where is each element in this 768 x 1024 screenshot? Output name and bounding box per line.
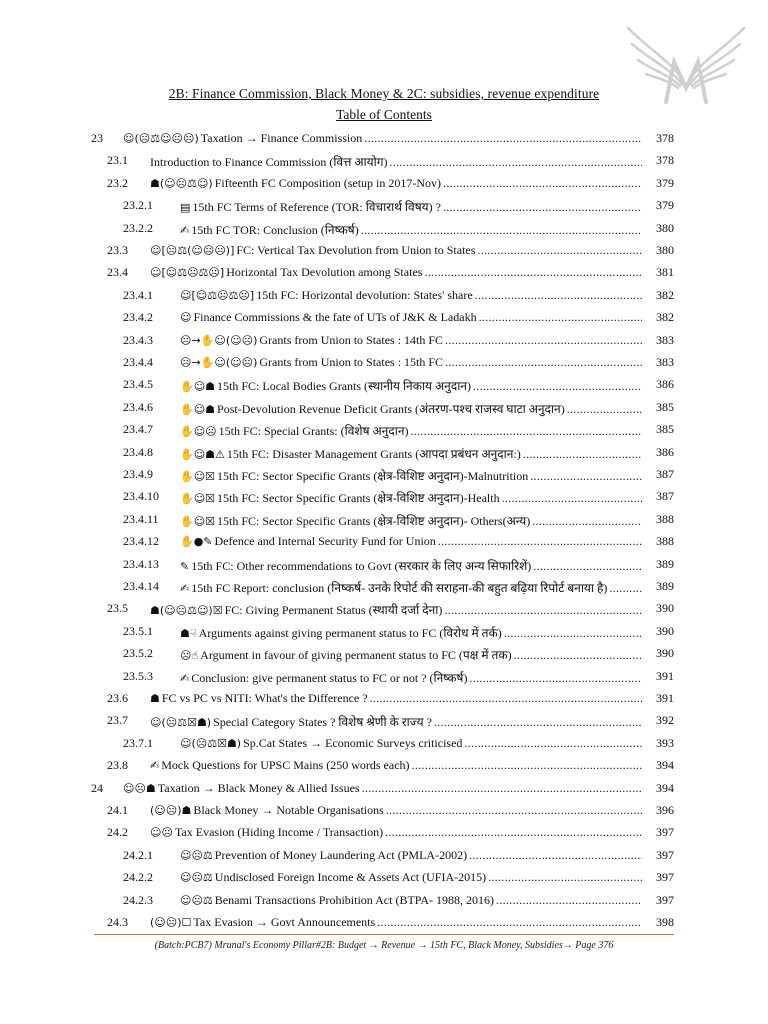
emoji-icon-group: ✍ bbox=[180, 671, 190, 685]
toc-entry-title-line bbox=[180, 870, 674, 885]
toc-entry-title-line bbox=[180, 579, 674, 596]
toc-entry-title-line bbox=[180, 534, 674, 549]
toc-entry-label: 15th FC: Sector Specific Grants (क्षेत्र-विशिष्ट अनुदान)- Others(अन्य) bbox=[217, 513, 531, 528]
toc-entry-page-number: 382 bbox=[644, 288, 674, 303]
toc-entry-page-number: 394 bbox=[644, 758, 674, 773]
toc-entry-title-line bbox=[180, 893, 674, 908]
toc-entry-label: Black Money → Notable Organisations bbox=[193, 803, 384, 817]
toc-entry-number: 23.4.14 bbox=[123, 579, 159, 593]
footer-divider bbox=[94, 934, 674, 935]
dot-leader bbox=[532, 514, 642, 529]
toc-entry-title-line bbox=[180, 333, 674, 348]
toc-entry-title-line bbox=[180, 467, 674, 484]
emoji-icon-group: ☺[☹⚖(☺☹☹)] bbox=[150, 244, 235, 257]
toc-entry-title-line bbox=[123, 131, 674, 146]
emoji-icon-group: ☹→✋☺(☺☹) bbox=[180, 356, 258, 369]
toc-entry-number: 23.5.3 bbox=[123, 668, 153, 683]
toc-entry-page-number: 394 bbox=[644, 781, 674, 796]
dot-leader bbox=[469, 671, 642, 686]
emoji-icon-group: ▤ bbox=[180, 201, 191, 215]
toc-entry-number: 23.4.8 bbox=[123, 444, 153, 459]
toc-entry-page-number: 392 bbox=[644, 713, 674, 728]
dot-leader bbox=[473, 379, 642, 394]
toc-entry[interactable] bbox=[0, 576, 768, 598]
toc-entry-label: Tax Evasion → Govt Announcements bbox=[193, 915, 376, 929]
toc-entry-number: 23.5.2 bbox=[123, 646, 153, 661]
dot-leader bbox=[362, 781, 642, 796]
toc-entry-title-line bbox=[150, 601, 674, 618]
toc-entry-title-line bbox=[180, 221, 674, 238]
toc-entry-label: Arguments against giving permanent status to FC (विरोध में तर्क) bbox=[198, 625, 502, 640]
toc-entry-number: 23.4.12 bbox=[123, 534, 159, 549]
toc-entry-label: FC vs PC vs NITI: What's the Difference ? bbox=[161, 691, 368, 705]
toc-entry-label: Conclusion: give permanent status to FC or not ? (निष्कर्ष) bbox=[191, 670, 468, 685]
toc-entry-title-line bbox=[180, 377, 674, 394]
toc-entry-title-line bbox=[180, 400, 674, 417]
toc-entry-page-number: 390 bbox=[644, 624, 674, 639]
toc-entry-label: 15th FC: Local Bodies Grants (स्थानीय निकाय अनुदान) bbox=[217, 379, 471, 394]
emoji-icon-group: ✋☺☹ bbox=[180, 425, 217, 439]
emoji-icon-group: ☺ bbox=[180, 311, 192, 325]
toc-entry[interactable] bbox=[0, 307, 768, 329]
toc-entry-page-number: 385 bbox=[644, 400, 674, 415]
toc-entry-number: 23.8 bbox=[107, 758, 128, 773]
emoji-icon-group: ☗(☺☹⚖☺)☒ bbox=[150, 604, 223, 618]
toc-entry-label: Tax Evasion (Hiding Income / Transaction) bbox=[174, 825, 384, 840]
toc-entry[interactable] bbox=[0, 867, 768, 889]
toc-entry-number: 23.4.13 bbox=[123, 556, 159, 571]
toc-entry-number: 24.2.3 bbox=[123, 892, 153, 907]
emoji-icon-group: ☗(☺☹⚖☺) bbox=[150, 176, 213, 190]
toc-entry-page-number: 379 bbox=[644, 198, 674, 213]
toc-entry-number: 23.4.10 bbox=[123, 489, 159, 504]
toc-entry-number: 23.4.3 bbox=[123, 332, 153, 347]
toc-entry-label: Defence and Internal Security Fund for Union bbox=[214, 534, 436, 549]
toc-entry-title-line bbox=[180, 736, 674, 751]
toc-entry-label: 15th FC: Disaster Management Grants (आपदा प्रबंधन अनुदान:) bbox=[226, 446, 521, 461]
dot-leader bbox=[445, 333, 642, 348]
toc-entry-number: 23.2.2 bbox=[123, 220, 153, 235]
toc-entry-number: 24.2.2 bbox=[123, 870, 153, 885]
toc-heading: Table of Contents bbox=[336, 107, 432, 122]
emoji-icon-group: ✋☺☒ bbox=[180, 470, 216, 483]
toc-entry-title-line bbox=[150, 758, 674, 773]
toc-entry-page-number: 389 bbox=[644, 557, 674, 572]
dot-leader bbox=[443, 176, 642, 191]
toc-entry[interactable] bbox=[0, 509, 768, 531]
toc-entry-page-number: 398 bbox=[644, 915, 674, 930]
dot-leader bbox=[488, 870, 642, 885]
emoji-icon-group: ☹☝ bbox=[180, 649, 199, 663]
toc-entry-label: Argument in favour of giving permanent status to FC (पक्ष में तक) bbox=[200, 648, 512, 663]
toc-entry[interactable] bbox=[0, 822, 768, 844]
toc-entry-number: 23.4.4 bbox=[123, 355, 153, 369]
toc-entry-label: 15th FC: Sector Specific Grants (क्षेत्र-विशिष्ट अनुदान)-Malnutrition bbox=[217, 469, 529, 483]
toc-entry-number: 23.4 bbox=[107, 265, 128, 280]
emoji-icon-group: (☺☹)☗ bbox=[150, 804, 192, 817]
toc-entry-number: 23.7 bbox=[107, 713, 128, 728]
toc-entry-number: 23.4.9 bbox=[123, 467, 153, 481]
emoji-icon-group: ☹→✋☺(☺☹) bbox=[180, 333, 258, 347]
toc-entry-label: Post-Devolution Revenue Deficit Grants (अंतरण-पश्च राजस्व घाटा अनुदान) bbox=[217, 401, 565, 416]
toc-entry-label: 15th FC: Horizontal devolution: States' share bbox=[256, 287, 473, 302]
emoji-icon-group: ✋☺☗⚠ bbox=[180, 447, 225, 461]
toc-entry[interactable] bbox=[0, 778, 768, 800]
toc-entry-label: Horizontal Tax Devolution among States bbox=[226, 265, 423, 280]
dot-leader bbox=[514, 648, 642, 663]
toc-entry-number: 24.1 bbox=[107, 803, 128, 817]
toc-entry[interactable] bbox=[0, 262, 768, 284]
toc-entry-number: 23.4.2 bbox=[123, 310, 153, 325]
emoji-icon-group: ☺(☹⚖☒☗) bbox=[180, 736, 242, 750]
toc-entry[interactable] bbox=[0, 688, 768, 710]
emoji-icon-group: ☺☹ bbox=[150, 826, 173, 840]
toc-entry-number: 24.2 bbox=[107, 825, 128, 840]
dot-leader bbox=[385, 825, 642, 840]
dot-leader bbox=[464, 736, 642, 751]
toc-entry[interactable] bbox=[0, 330, 768, 352]
emoji-icon-group: ✍ bbox=[180, 223, 190, 237]
dot-leader bbox=[479, 310, 642, 325]
toc-entry-page-number: 378 bbox=[644, 153, 674, 168]
dot-leader bbox=[424, 265, 642, 280]
dot-leader bbox=[377, 915, 642, 930]
toc-entry-page-number: 388 bbox=[644, 512, 674, 527]
toc-entry[interactable] bbox=[0, 397, 768, 419]
toc-entry-label: FC: Giving Permanent Status (स्थायी दर्जा देना) bbox=[224, 603, 443, 618]
toc-entry-page-number: 397 bbox=[644, 825, 674, 840]
toc-entry-number: 23.1 bbox=[107, 153, 128, 168]
toc-entry[interactable] bbox=[0, 666, 768, 688]
toc-entry[interactable] bbox=[0, 733, 768, 755]
toc-entry-page-number: 390 bbox=[644, 601, 674, 616]
toc-entry-title-line bbox=[180, 646, 674, 663]
toc-entry-title-line bbox=[180, 355, 674, 370]
toc-entry-number: 23.3 bbox=[107, 243, 128, 257]
toc-entry-label: Taxation → Finance Commission bbox=[200, 131, 363, 145]
toc-entry-label: 15th FC: Special Grants: (विशेष अनुदान) bbox=[218, 424, 409, 439]
toc-entry-label: Prevention of Money Laundering Act (PMLA-2002) bbox=[214, 847, 468, 862]
toc-entry[interactable] bbox=[0, 755, 768, 777]
toc-entry-page-number: 386 bbox=[644, 445, 674, 460]
emoji-icon-group: ✋☺☗ bbox=[180, 380, 216, 394]
emoji-icon-group: ✋●✎ bbox=[180, 535, 213, 549]
toc-entry-title-line bbox=[150, 691, 674, 706]
toc-entry-label: Finance Commissions & the fate of UTs of J&K & Ladakh bbox=[193, 310, 477, 325]
toc-entry-page-number: 386 bbox=[644, 377, 674, 392]
toc-entry-title-line bbox=[150, 803, 674, 818]
toc-entry-title-line bbox=[180, 557, 674, 574]
toc-entry[interactable] bbox=[0, 442, 768, 464]
toc-entry-label: Sp.Cat States → Economic Surveys criticised bbox=[243, 735, 463, 750]
toc-entry-number: 23.4.6 bbox=[123, 399, 153, 414]
toc-entry[interactable] bbox=[0, 845, 768, 867]
toc-entry-label: Mock Questions for UPSC Mains (250 words each) bbox=[161, 758, 410, 773]
toc-entry[interactable] bbox=[0, 352, 768, 374]
dot-leader bbox=[609, 581, 642, 596]
toc-entry-label: Benami Transactions Prohibition Act (BTPA- 1988, 2016) bbox=[214, 892, 495, 907]
toc-entry-page-number: 391 bbox=[644, 691, 674, 706]
toc-entry-title-line bbox=[180, 445, 674, 462]
toc-entry-number: 23.4.1 bbox=[123, 287, 153, 302]
dot-leader bbox=[523, 447, 642, 462]
toc-entry-title-line bbox=[180, 848, 674, 863]
toc-entry-title-line bbox=[180, 489, 674, 506]
toc-entry-label: 15th FC TOR: Conclusion (निष्कर्ष) bbox=[191, 222, 359, 237]
toc-entry[interactable] bbox=[0, 531, 768, 553]
toc-entry-page-number: 383 bbox=[644, 355, 674, 370]
toc-entry-page-number: 397 bbox=[644, 870, 674, 885]
toc-entry[interactable] bbox=[0, 285, 768, 307]
emoji-icon-group: ☺[☺⚖☹⚖☹] bbox=[150, 266, 225, 280]
dot-leader bbox=[445, 355, 642, 370]
dot-leader bbox=[386, 803, 642, 818]
toc-entry[interactable] bbox=[0, 554, 768, 576]
toc-entry-number: 23.4.11 bbox=[123, 511, 159, 526]
toc-entry-label: FC: Vertical Tax Devolution from Union to States bbox=[236, 243, 476, 257]
toc-entry-page-number: 393 bbox=[644, 736, 674, 751]
dot-leader bbox=[410, 424, 642, 439]
dot-leader bbox=[438, 534, 642, 549]
dot-leader bbox=[533, 559, 642, 574]
toc-entry-number: 23.5 bbox=[107, 601, 128, 616]
toc-entry-page-number: 389 bbox=[644, 579, 674, 594]
toc-entry-page-number: 383 bbox=[644, 333, 674, 348]
page-footer: (Batch:PCB7) Mrunal's Economy Pillar#2B: Budget → Revenue → 15th FC, Black Money, Subsidies→ Page 376 bbox=[154, 940, 614, 951]
emoji-icon-group: ☺☹☗ bbox=[123, 781, 156, 795]
toc-entry[interactable] bbox=[0, 912, 768, 934]
toc-entry[interactable] bbox=[0, 800, 768, 822]
dot-leader bbox=[370, 691, 642, 706]
toc-entry-number: 24.3 bbox=[107, 915, 128, 929]
toc-entry-page-number: 397 bbox=[644, 893, 674, 908]
toc-entry[interactable] bbox=[0, 195, 768, 217]
toc-entry-page-number: 381 bbox=[644, 265, 674, 280]
emoji-icon-group: ✎ bbox=[180, 559, 190, 573]
toc-entry-page-number: 391 bbox=[644, 669, 674, 684]
toc-entry-label: Taxation → Black Money & Allied Issues bbox=[157, 780, 360, 795]
toc-entry-page-number: 385 bbox=[644, 422, 674, 437]
toc-entry[interactable] bbox=[0, 890, 768, 912]
emoji-icon-group: ☺☹⚖ bbox=[180, 893, 213, 907]
toc-entry-number: 23.4.7 bbox=[123, 422, 153, 437]
dot-leader bbox=[361, 223, 642, 238]
toc-entry-page-number: 396 bbox=[644, 803, 674, 818]
emoji-icon-group: ☗☟ bbox=[180, 626, 197, 640]
toc-entry[interactable] bbox=[0, 128, 768, 150]
emoji-icon-group: ☗ bbox=[150, 692, 160, 705]
emoji-icon-group: ☺☹⚖ bbox=[180, 848, 213, 862]
emoji-icon-group: ☺(☹⚖☒☗) bbox=[150, 716, 212, 730]
toc-entry[interactable] bbox=[0, 374, 768, 396]
dot-leader bbox=[496, 893, 642, 908]
toc-entry-page-number: 388 bbox=[644, 534, 674, 549]
toc-entry-number: 23 bbox=[91, 131, 103, 145]
dot-leader bbox=[412, 758, 642, 773]
dot-leader bbox=[444, 603, 642, 618]
dot-leader bbox=[475, 288, 642, 303]
dot-leader bbox=[530, 469, 642, 484]
toc-entry-page-number: 390 bbox=[644, 646, 674, 661]
toc-entry-label: Introduction to Finance Commission (वित्त आयोग) bbox=[150, 155, 388, 170]
toc-entry[interactable] bbox=[0, 419, 768, 441]
toc-entry[interactable] bbox=[0, 598, 768, 620]
toc-entry[interactable] bbox=[0, 710, 768, 732]
toc-entry-label: 15th FC: Other recommendations to Govt (सरकार के लिए अन्य सिफारिशें) bbox=[191, 558, 532, 573]
emoji-icon-group: ✋☺☒ bbox=[180, 492, 216, 506]
toc-entry-title-line bbox=[150, 153, 674, 170]
toc-entry-label: 15th FC Terms of Reference (TOR: विचारार्थ विषय) ? bbox=[192, 200, 441, 215]
toc-entry-number: 23.5.1 bbox=[123, 623, 153, 638]
toc-entry-number: 24.2.1 bbox=[123, 847, 153, 862]
toc-entry[interactable] bbox=[0, 173, 768, 195]
toc-entry-title-line bbox=[150, 176, 674, 191]
toc-entry-label: 15th FC Report: conclusion (निष्कर्ष- उनके रिपोर्ट की सराहना-की बहुत बढ़िया रिपोर्ट बनाया है) bbox=[191, 581, 608, 595]
toc-entry-page-number: 397 bbox=[644, 848, 674, 863]
toc-entry-page-number: 380 bbox=[644, 221, 674, 236]
dot-leader bbox=[502, 491, 642, 506]
dot-leader bbox=[469, 848, 642, 863]
toc-entry-page-number: 379 bbox=[644, 176, 674, 191]
toc-entry-title-line bbox=[180, 512, 674, 529]
emoji-icon-group: (☺☹)☐ bbox=[150, 916, 192, 929]
toc-entry-title-line bbox=[150, 825, 674, 840]
document-title: 2B: Finance Commission, Black Money & 2C: subsidies, revenue expenditure bbox=[168, 86, 600, 101]
toc-entry[interactable] bbox=[0, 218, 768, 240]
dot-leader bbox=[504, 626, 642, 641]
toc-entry-page-number: 387 bbox=[644, 467, 674, 482]
emoji-icon-group: ✍ bbox=[180, 582, 190, 595]
toc-entry[interactable] bbox=[0, 464, 768, 486]
toc-entry-title-line bbox=[180, 624, 674, 641]
toc-entry[interactable] bbox=[0, 240, 768, 262]
toc-entry-title-line bbox=[150, 713, 674, 730]
toc-entry[interactable] bbox=[0, 150, 768, 172]
dot-leader bbox=[364, 131, 642, 146]
emoji-icon-group: ☺(☹⚖☺☹☹) bbox=[123, 132, 199, 145]
emoji-icon-group: ☺[☺⚖☹⚖☹] bbox=[180, 288, 255, 302]
toc-entry-title-line bbox=[180, 288, 674, 303]
dot-leader bbox=[477, 243, 642, 258]
toc-entry-page-number: 378 bbox=[644, 131, 674, 146]
toc-entry-title-line bbox=[150, 243, 674, 258]
toc-entry-title-line bbox=[180, 310, 674, 325]
toc-entry-label: Special Category States ? विशेष श्रेणी के राज्य ? bbox=[213, 715, 432, 730]
toc-entry-title-line bbox=[150, 265, 674, 280]
toc-entry-label: 15th FC: Sector Specific Grants (क्षेत्र-विशिष्ट अनुदान)-Health bbox=[217, 491, 500, 506]
toc-entry-page-number: 382 bbox=[644, 310, 674, 325]
emoji-icon-group: ✋☺☒ bbox=[180, 514, 216, 528]
emoji-icon-group: ✋☺☗ bbox=[180, 402, 216, 416]
dot-leader bbox=[567, 402, 642, 417]
toc-entry-number: 23.6 bbox=[107, 691, 128, 705]
dot-leader bbox=[389, 155, 642, 170]
toc-entry-label: Grants from Union to States : 15th FC bbox=[259, 355, 444, 369]
toc-entry-label: Undisclosed Foreign Income & Assets Act (UFIA-2015) bbox=[214, 870, 487, 885]
dot-leader bbox=[434, 715, 642, 730]
toc-entry-title-line bbox=[150, 915, 674, 930]
toc-entry-title-line bbox=[180, 422, 674, 439]
toc-entry[interactable] bbox=[0, 643, 768, 665]
toc-entry-label: Fifteenth FC Composition (setup in 2017-Nov) bbox=[214, 175, 442, 190]
toc-entry-page-number: 380 bbox=[644, 243, 674, 258]
toc-entry-title-line bbox=[180, 669, 674, 686]
toc-entry-number: 23.7.1 bbox=[123, 735, 153, 750]
toc-entry-title-line bbox=[123, 781, 674, 796]
emoji-icon-group: ☺☹⚖ bbox=[180, 871, 213, 885]
toc-entry-number: 23.4.5 bbox=[123, 377, 153, 392]
dot-leader bbox=[443, 200, 642, 215]
toc-entry-label: Grants from Union to States : 14th FC bbox=[259, 332, 444, 347]
toc-entry[interactable] bbox=[0, 486, 768, 508]
toc-entry-number: 24 bbox=[91, 780, 103, 795]
toc-entry[interactable] bbox=[0, 621, 768, 643]
toc-entry-title-line bbox=[180, 198, 674, 215]
toc-entry-number: 23.2.1 bbox=[123, 198, 153, 213]
emoji-icon-group: ✍ bbox=[150, 759, 160, 773]
toc-entry-page-number: 387 bbox=[644, 489, 674, 504]
toc-entry-number: 23.2 bbox=[107, 175, 128, 190]
